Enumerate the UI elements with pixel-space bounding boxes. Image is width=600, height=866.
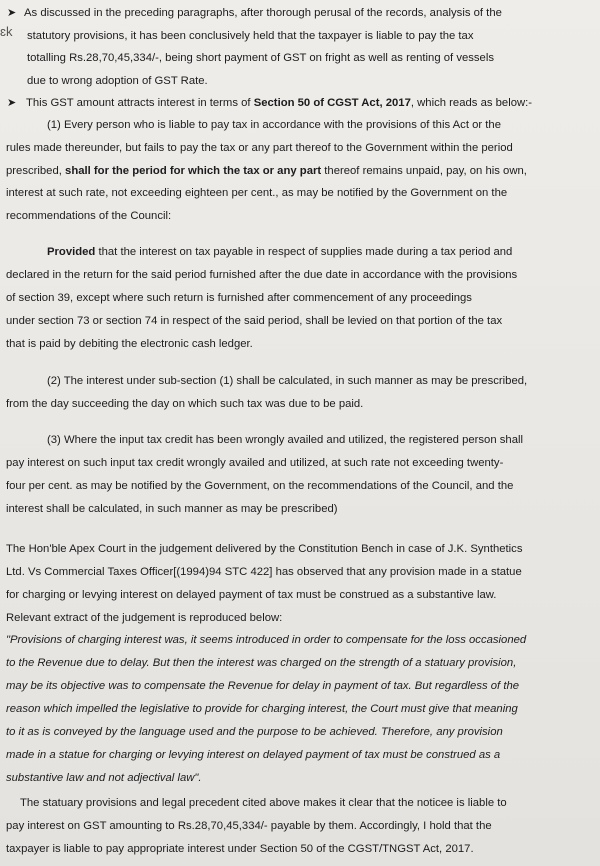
quote1-line4: interest at such rate, not exceeding eighteen per cent., as may be notified by the Government on the	[6, 187, 508, 199]
extract-line1: "Provisions of charging interest was, it seems introduced in order to compensate for the loss occasioned	[6, 634, 527, 646]
judgement-line1: The Hon'ble Apex Court in the judgement delivered by the Constitution Bench in case of J.K. Synthetics	[6, 543, 523, 555]
bullet-arrow-icon: ➤	[7, 97, 17, 109]
margin-pen-mark: ɛk	[0, 24, 13, 39]
judgement-line2: Ltd. Vs Commercial Taxes Officer[(1994)94 STC 422] has observed that any provision made in a statue	[6, 566, 522, 578]
conclusion-line3: taxpayer is liable to pay appropriate interest under Section 50 of the CGST/TNGST Act, 2017.	[6, 843, 474, 855]
quote1-line2: rules made thereunder, but fails to pay the tax or any part thereof to the Government within the period	[6, 142, 513, 154]
extract-line6: made in a statue for charging or levying interest on delayed payment of tax must be construed as a	[6, 749, 501, 761]
proviso-line1: Provided that the interest on tax payable in respect of supplies made during a tax period and	[47, 246, 513, 258]
judgement-line3: for charging or levying interest on delayed payment of tax must be construed as a substantive law.	[6, 589, 497, 601]
proviso-line4: under section 73 or section 74 in respect of the said period, shall be levied on that portion of the tax	[6, 315, 503, 327]
proviso-line2: declared in the return for the said period furnished after the due date in accordance with the provisions	[6, 269, 518, 281]
subsec2-line1: (2) The interest under sub-section (1) shall be calculated, in such manner as may be prescribed,	[47, 375, 528, 387]
conclusion-line2: pay interest on GST amounting to Rs.28,70,45,334/- payable by them. Accordingly, I hold that the	[6, 820, 492, 832]
conclusion-line1: The statuary provisions and legal precedent cited above makes it clear that the noticee is liable to	[20, 797, 507, 809]
extract-line2: to the Revenue due to delay. But then the interest was charged on the strength of a statuary provision,	[6, 657, 517, 669]
subsec2-line2: from the day succeeding the day on which such tax was due to be paid.	[6, 398, 364, 410]
para1-line2: statutory provisions, it has been conclusively held that the taxpayer is liable to pay the tax	[27, 30, 474, 42]
quote1-line5: recommendations of the Council:	[6, 210, 172, 222]
quote1-line3: prescribed, shall for the period for which the tax or any part thereof remains unpaid, pay, on his own,	[6, 165, 527, 177]
para1-line1: As discussed in the preceding paragraphs, after thorough perusal of the records, analysis of the	[24, 7, 502, 19]
subsec3-line4: interest shall be calculated, in such manner as may be prescribed)	[6, 503, 338, 515]
subsec3-line2: pay interest on such input tax credit wrongly availed and utilized, at such rate not exceeding twenty-	[6, 457, 504, 469]
judgement-line4: Relevant extract of the judgement is reproduced below:	[6, 612, 283, 624]
subsec3-line1: (3) Where the input tax credit has been wrongly availed and utilized, the registered person shall	[47, 434, 523, 446]
para2-line1: This GST amount attracts interest in terms of Section 50 of CGST Act, 2017, which reads as below:-	[26, 97, 533, 109]
bullet-arrow-icon: ➤	[7, 7, 17, 19]
extract-line7: substantive law and not adjectival law".	[6, 772, 202, 784]
extract-line3: may be its objective was to compensate the Revenue for delay in payment of tax. But regardless of the	[6, 680, 520, 692]
subsec3-line3: four per cent. as may be notified by the Government, on the recommendations of the Council, and the	[6, 480, 514, 492]
extract-line4: reason which impelled the legislative to provide for charging interest, the Court must give that meaning	[6, 703, 518, 715]
para1-line4: due to wrong adoption of GST Rate.	[27, 75, 208, 87]
proviso-line5: that is paid by debiting the electronic cash ledger.	[6, 338, 253, 350]
para1-line3: totalling Rs.28,70,45,334/-, being short payment of GST on fright as well as renting of vessels	[27, 52, 494, 64]
quote1-line1: (1) Every person who is liable to pay tax in accordance with the provisions of this Act or the	[47, 119, 501, 131]
proviso-line3: of section 39, except where such return is furnished after commencement of any proceedings	[6, 292, 472, 304]
extract-line5: to it as is conveyed by the language used and the purpose to be achieved. Therefore, any provision	[6, 726, 503, 738]
